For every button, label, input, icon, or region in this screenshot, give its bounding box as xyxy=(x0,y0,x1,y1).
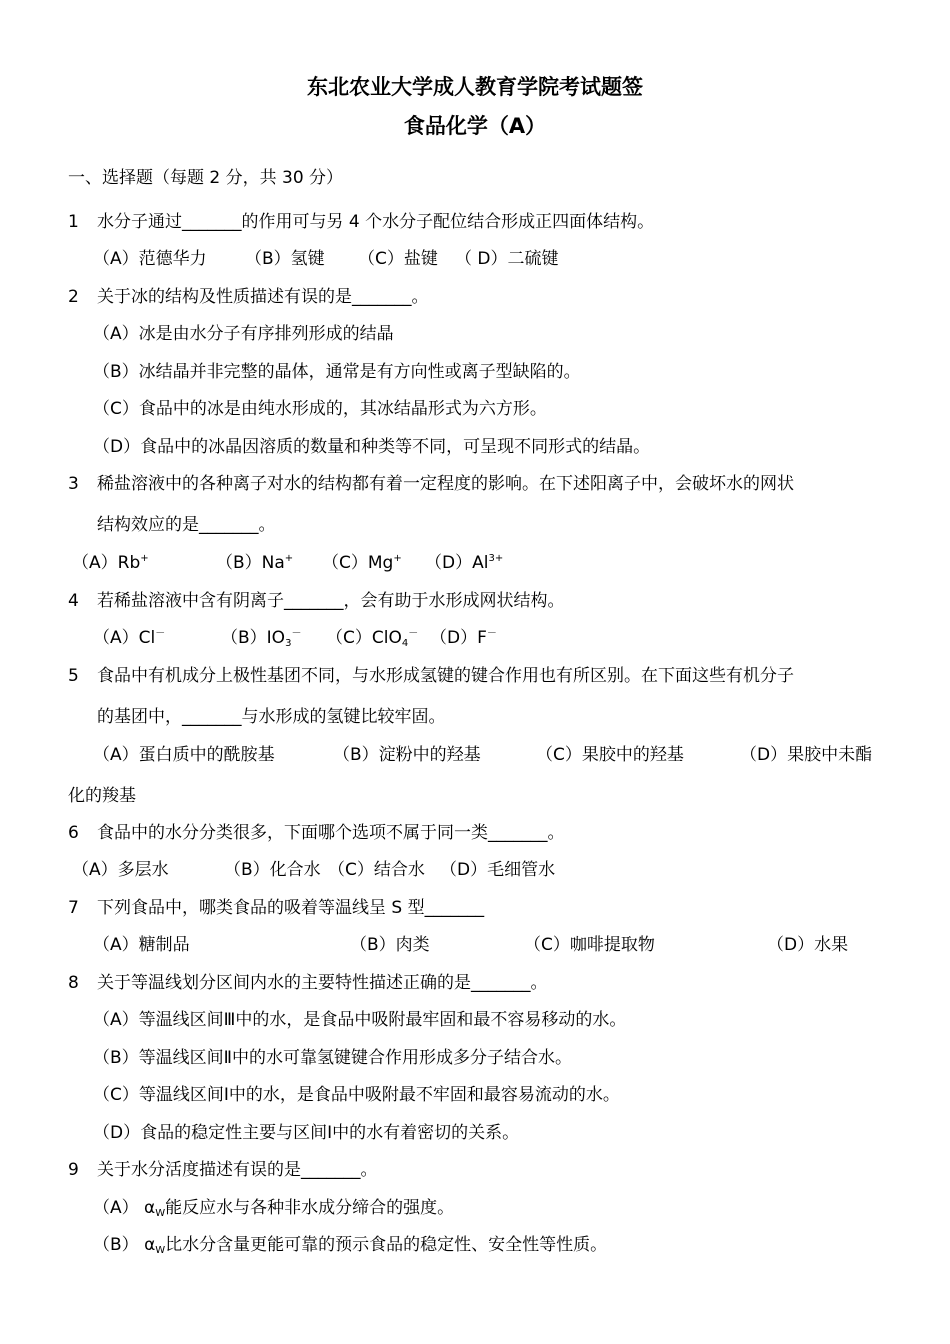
question-4-option-d: （D）F－ xyxy=(430,628,497,648)
question-5-option-d: （D）果胶中未酯 xyxy=(740,745,873,765)
question-8-option-b: （B）等温线区间Ⅱ中的水可靠氢键键合作用形成多分子结合水。 xyxy=(93,1048,573,1068)
question-3-option-d: $(D)Al^{3+}$ xyxy=(425,553,504,573)
question-2-option-b: （B）冰结晶并非完整的晶体，通常是有方向性或离子型缺陷的。 xyxy=(93,362,581,382)
question-3-option-a: （A）Rb+ xyxy=(72,553,149,573)
question-7-option-b: （B）肉类 xyxy=(350,935,430,955)
question-8-option-d: （D）食品的稳定性主要与区间Ⅰ中的水有着密切的关系。 xyxy=(93,1123,520,1143)
question-2-text: 关于冰的结构及性质描述有误的是_______。 xyxy=(97,287,429,307)
question-1-option-c: （C）盐键 xyxy=(358,249,438,269)
question-8-text: 关于等温线划分区间内水的主要特性描述正确的是_______。 xyxy=(97,973,548,993)
question-2-option-d: （D）食品中的冰晶因溶质的数量和种类等不同，可呈现不同形式的结晶。 xyxy=(93,437,651,457)
question-1-option-a: （A）范德华力 xyxy=(93,249,207,269)
question-1-option-d: （ D）二硫键 xyxy=(455,249,559,269)
question-5-option-d-continued: 化的羧基 xyxy=(68,786,136,806)
question-9-number: 9 xyxy=(68,1160,79,1180)
question-5-text-line2: 的基团中，_______与水形成的氢键比较牢固。 xyxy=(97,707,446,727)
question-1-text: 水分子通过_______的作用可与另 4 个水分子配位结合形成正四面体结构。 xyxy=(97,212,655,232)
question-7-option-a: （A）糖制品 xyxy=(93,935,190,955)
question-1-number: 1 xyxy=(68,212,79,232)
question-2-number: 2 xyxy=(68,287,79,307)
question-5-option-b: （B）淀粉中的羟基 xyxy=(333,745,481,765)
question-8-option-c: （C）等温线区间Ⅰ中的水，是食品中吸附最不牢固和最容易流动的水。 xyxy=(93,1085,620,1105)
question-6-text: 食品中的水分分类很多，下面哪个选项不属于同一类_______。 xyxy=(97,823,565,843)
question-4-option-a: （A）Cl－ xyxy=(93,628,166,648)
question-7-option-d: （D）水果 xyxy=(767,935,849,955)
question-4-option-b: $(B)IO_3^-$ xyxy=(221,628,302,649)
question-8-option-a: （A）等温线区间Ⅲ中的水，是食品中吸附最牢固和最不容易移动的水。 xyxy=(93,1010,627,1030)
question-7-option-c: （C）咖啡提取物 xyxy=(524,935,655,955)
question-4-option-c: （C）ClO$_4$－ xyxy=(326,628,419,649)
document-title: 东北农业大学成人教育学院考试题签 xyxy=(307,75,643,99)
question-9-option-a: （A） $\alpha_W$能反应水与各种非水成分缔合的强度。 xyxy=(93,1198,455,1219)
question-9-text: 关于水分活度描述有误的是_______。 xyxy=(97,1160,378,1180)
question-3-text-line1: 稀盐溶液中的各种离子对水的结构都有着一定程度的影响。在下述阳离子中，会破坏水的网状 xyxy=(97,474,794,494)
question-8-number: 8 xyxy=(68,973,79,993)
question-1-option-b: （B）氢键 xyxy=(245,249,325,269)
question-6-option-c: （C）结合水 xyxy=(328,860,425,880)
section-heading: 一、选择题（每题 2 分，共 30 分） xyxy=(68,168,344,188)
question-5-option-a: （A）蛋白质中的酰胺基 xyxy=(93,745,275,765)
question-2-option-c: （C）食品中的冰是由纯水形成的，其冰结晶形式为六方形。 xyxy=(93,399,547,419)
question-3-number: 3 xyxy=(68,474,79,494)
question-3-text-line2: 结构效应的是_______。 xyxy=(97,515,276,535)
question-6-option-a: （A）多层水 xyxy=(72,860,169,880)
question-6-option-b: （B）化合水 xyxy=(224,860,321,880)
question-5-option-c: （C）果胶中的羟基 xyxy=(536,745,684,765)
question-4-number: 4 xyxy=(68,591,79,611)
question-7-number: 7 xyxy=(68,898,79,918)
question-4-text: 若稀盐溶液中含有阴离子_______，会有助于水形成网状结构。 xyxy=(97,591,565,611)
question-2-option-a: （A）冰是由水分子有序排列形成的结晶 xyxy=(93,324,394,344)
question-3-option-b: （B）Na+ xyxy=(216,553,294,573)
document-subtitle: 食品化学（A） xyxy=(403,114,547,138)
question-6-number: 6 xyxy=(68,823,79,843)
question-3-option-c: （C）Mg+ xyxy=(322,553,402,573)
question-7-text: 下列食品中，哪类食品的吸着等温线呈 S 型_______ xyxy=(97,898,485,918)
question-5-number: 5 xyxy=(68,666,79,686)
question-5-text-line1: 食品中有机成分上极性基团不同，与水形成氢键的键合作用也有所区别。在下面这些有机分子 xyxy=(97,666,794,686)
question-9-option-b: （B） $\alpha_W$比水分含量更能可靠的预示食品的稳定性、安全性等性质。 xyxy=(93,1235,608,1256)
question-6-option-d: （D）毛细管水 xyxy=(440,860,556,880)
